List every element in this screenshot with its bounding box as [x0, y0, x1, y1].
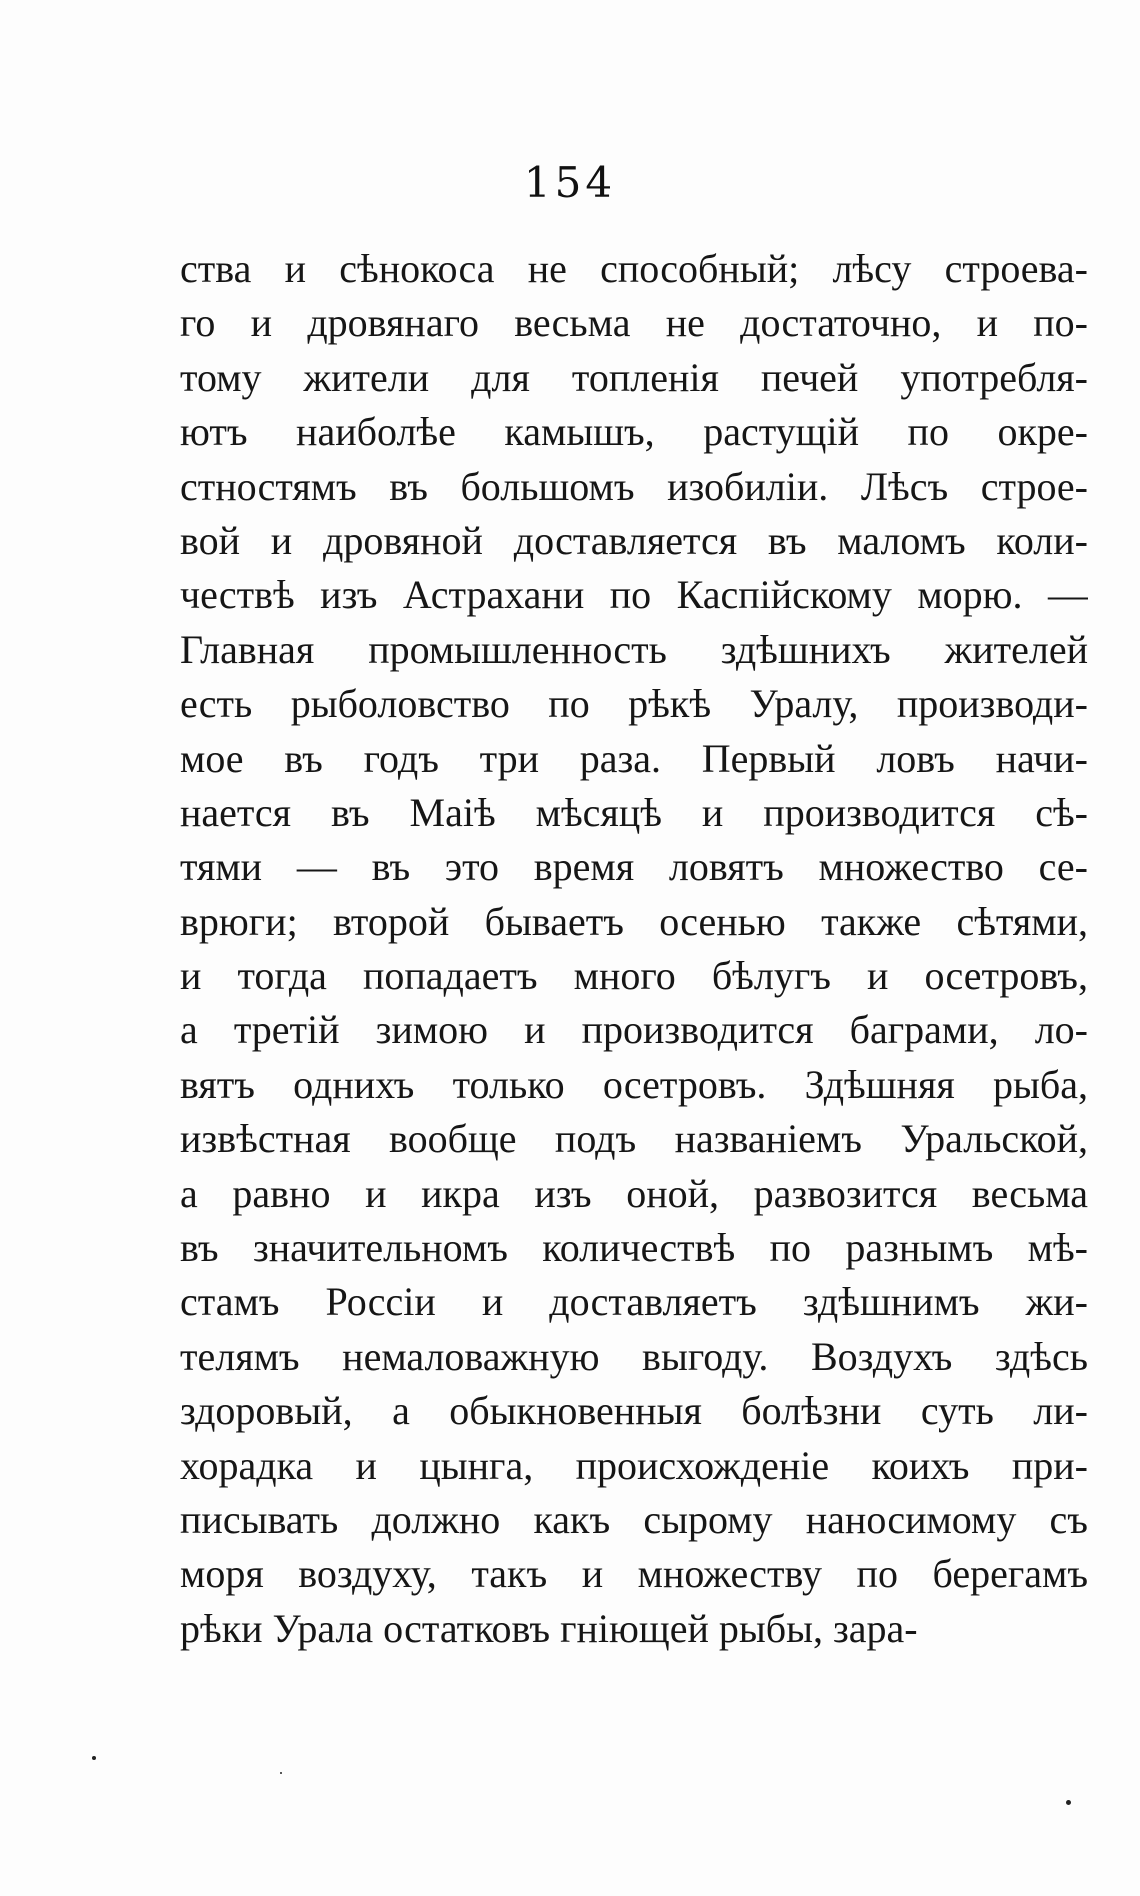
text-line: рѣки Урала остатковъ гніющей рыбы, зара- [180, 1605, 918, 1651]
text-line: и тогда попадаетъ много бѣлугъ и осетровъ, [180, 953, 1088, 999]
text-line: а равно и икра изъ оной, развозится весьма [180, 1170, 1088, 1216]
text-line: тому жители для топленія печей употребля- [180, 354, 1088, 400]
text-line: ства и сѣнокоса не способный; лѣсу строева- [180, 246, 1088, 291]
text-line: въ значительномъ количествѣ по разнымъ мѣ- [180, 1225, 1088, 1271]
text-line: тями — въ это время ловятъ множество се- [180, 844, 1088, 890]
text-line: стностямъ въ большомъ изобиліи. Лѣсъ строе- [180, 463, 1088, 509]
text-line: Главная промышленность здѣшнихъ жителей [180, 626, 1088, 672]
text-line: есть рыболовство по рѣкѣ Уралу, производи- [180, 681, 1088, 727]
text-line: врюги; второй бываетъ осенью также сѣтями, [180, 898, 1088, 944]
text-line: вятъ однихъ только осетровъ. Здѣшняя рыба, [180, 1061, 1088, 1107]
text-line: извѣстная вообще подъ названіемъ Уральской, [180, 1116, 1088, 1162]
text-line: ютъ наиболѣе камышъ, растущій по окре- [180, 409, 1088, 455]
text-line: нается въ Маіѣ мѣсяцѣ и производится сѣ- [180, 789, 1088, 835]
text-line: чествѣ изъ Астрахани по Каспійскому морю. — [180, 572, 1088, 618]
text-line: здоровый, а обыкновенныя болѣзни суть ли- [180, 1388, 1088, 1434]
text-line: го и дровянаго весьма не достаточно, и по- [180, 300, 1088, 346]
text-line: писывать должно какъ сырому наносимому съ [180, 1496, 1088, 1542]
ink-speck [1066, 1800, 1071, 1805]
body-text [180, 242, 1088, 1656]
text-line: телямъ немаловажную выгоду. Воздухъ здѣсь [180, 1333, 1088, 1379]
text-line: вой и дровяной доставляется въ маломъ коли- [180, 517, 1088, 563]
text-line: мое въ годъ три раза. Первый ловъ начи- [180, 735, 1088, 781]
ink-speck [92, 1756, 96, 1760]
ink-speck [280, 1772, 282, 1774]
text-line: хорадка и цынга, происхожденіе коихъ при- [180, 1442, 1088, 1488]
text-line: моря воздуху, такъ и множеству по берегамъ [180, 1551, 1088, 1597]
page-number: 154 [523, 158, 617, 207]
text-line: а третій зимою и производится баграми, ло- [180, 1007, 1088, 1053]
text-line: стамъ Россіи и доставляетъ здѣшнимъ жи- [180, 1279, 1088, 1325]
